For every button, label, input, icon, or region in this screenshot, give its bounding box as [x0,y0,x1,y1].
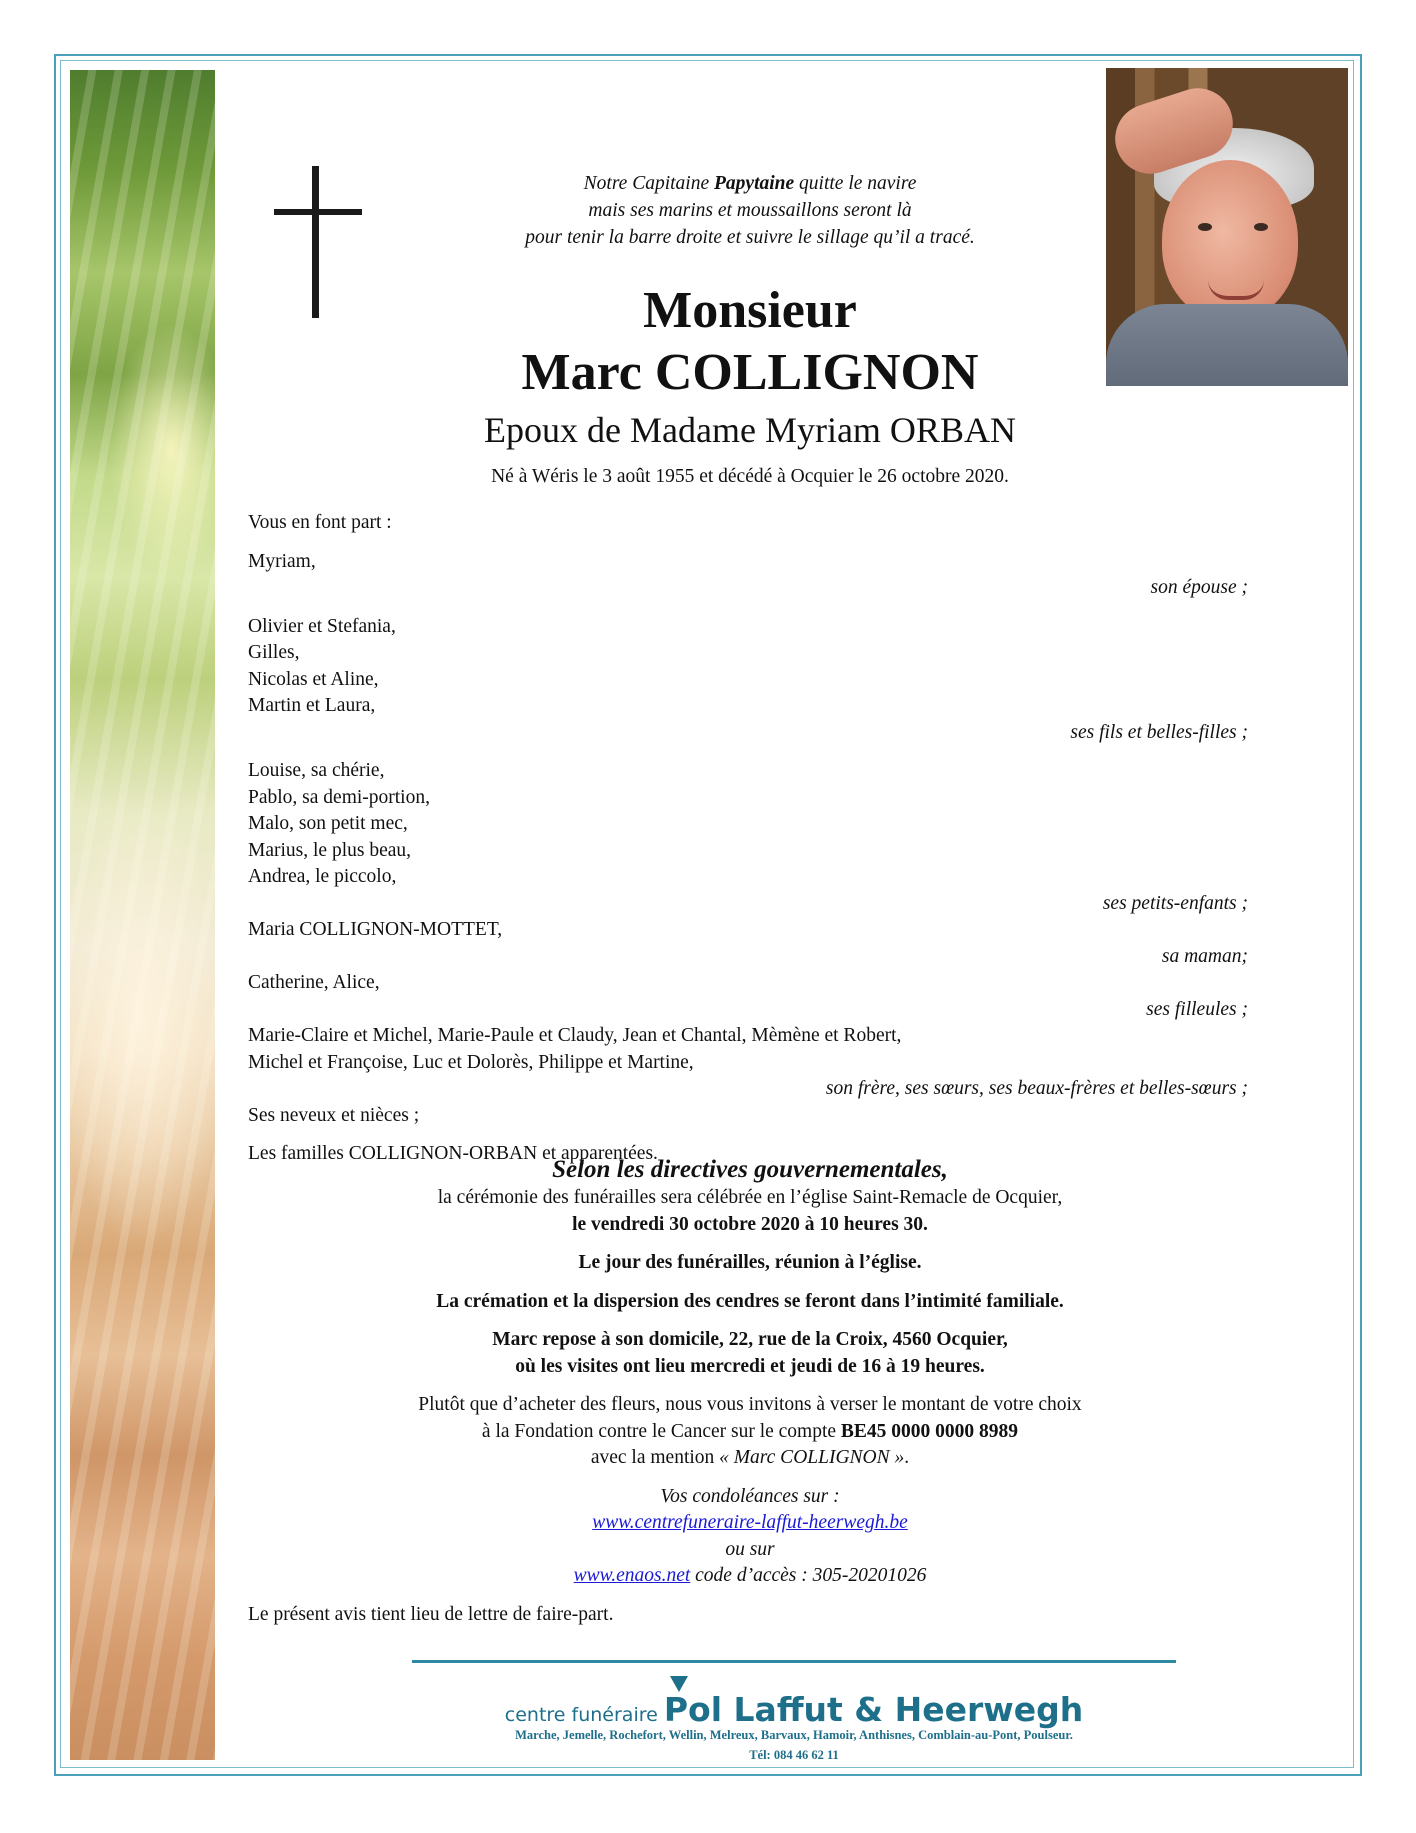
cremation-line: La crémation et la dispersion des cendres se feront dans l’intimité familiale. [436,1290,1064,1312]
portrait-photo [1106,68,1348,386]
visit-hours: où les visites ont lieu mercredi et jeudi de 16 à 19 heures. [515,1355,985,1377]
access-code: code d’accès : 305-20201026 [690,1565,927,1586]
list-item: Gilles, [248,642,300,663]
logo-divider [412,1660,1176,1663]
birth-death-dates: Né à Wéris le 3 août 1955 et décédé à Ocquier le 26 octobre 2020. [491,466,1009,487]
list-item: Michel et Françoise, Luc et Dolorès, Philippe et Martine, [248,1051,694,1073]
funeral-home-logo: centre funéraire Pol Laffut & Heerwegh [504,1690,1084,1729]
donation-line-2: à la Fondation contre le Cancer sur le compte BE45 0000 0000 8989 [481,1420,1019,1442]
funeral-home-locations: Marche, Jemelle, Rochefort, Wellin, Melreux, Barvaux, Hamoir, Anthisnes, Comblain-au-Pont, Poulseur. [515,1728,1073,1742]
relation-label: son épouse ; [1150,577,1248,598]
families-line: Les familles COLLIGNON-ORBAN et apparentées. [248,1143,658,1164]
account-number: BE45 0000 0000 8989 [840,1420,1019,1442]
cross-icon [274,166,362,318]
spouse-line: Epoux de Madame Myriam ORBAN [484,410,1016,450]
funeral-home-link[interactable]: www.centrefuneraire-laffut-heerwegh.be [592,1512,908,1533]
relation-label: sa maman; [1161,945,1248,967]
list-item: Olivier et Stefania, [248,615,396,637]
nephews-line: Ses neveux et nièces ; [248,1104,420,1126]
enaos-link[interactable]: www.enaos.net [573,1565,691,1586]
list-item: Marie-Claire et Michel, Marie-Paule et Claudy, Jean et Chantal, Mèmène et Robert, [248,1025,902,1046]
list-item: Catherine, Alice, [248,972,380,993]
relation-label: ses fils et belles-filles ; [1070,721,1248,743]
list-item: Andrea, le piccolo, [248,866,397,887]
list-item: Louise, sa chérie, [248,760,385,781]
relation-label: ses petits-enfants ; [1102,892,1248,914]
meeting-line: Le jour des funérailles, réunion à l’église. [578,1252,922,1273]
funeral-home-phone: Tél: 084 46 62 11 [749,1748,839,1762]
closing-line: Le présent avis tient lieu de lettre de faire-part. [248,1604,614,1625]
salutation: Monsieur [643,282,857,339]
relation-label: son frère, ses sœurs, ses beaux-frères et belles-sœurs ; [825,1078,1248,1099]
ceremony-date: le vendredi 30 octobre 2020 à 10 heures 30. [572,1213,928,1235]
condolences-label: Vos condoléances sur : [660,1485,840,1507]
ceremony-heading: Selon les directives gouvernementales, [552,1156,948,1183]
list-item: Martin et Laura, [248,695,376,716]
ceremony-details [300,1155,1200,1590]
ceremony-location: la cérémonie des funérailles sera célébrée en l’église Saint-Remacle de Ocquier, [437,1187,1063,1208]
list-item: Maria COLLIGNON-MOTTET, [248,919,503,940]
list-item: Malo, son petit mec, [248,813,408,834]
relation-label: ses filleules ; [1146,998,1248,1020]
announcement-list [248,510,1248,1168]
intro-line: Vous en font part : [248,512,392,533]
list-item: Myriam, [248,550,316,572]
list-item: Marius, le plus beau, [248,839,412,861]
donation-line-1: Plutôt que d’acheter des fleurs, nous vous invitons à verser le montant de votre choix [418,1394,1082,1415]
memorial-verse: Notre Capitaine Papytaine quitte le navire mais ses marins et moussaillons seront là pour tenir la barre droite et suivre le sillage qu’il a tracé. [525,173,975,248]
deceased-name: Marc COLLIGNON [521,344,979,401]
donation-line-3: avec la mention « Marc COLLIGNON ». [590,1447,910,1468]
forest-path-image [70,70,215,1760]
list-item: Pablo, sa demi-portion, [248,786,430,808]
or-label: ou sur [725,1538,775,1560]
rest-address: Marc repose à son domicile, 22, rue de la Croix, 4560 Ocquier, [492,1329,1008,1350]
list-item: Nicolas et Aline, [248,668,379,690]
